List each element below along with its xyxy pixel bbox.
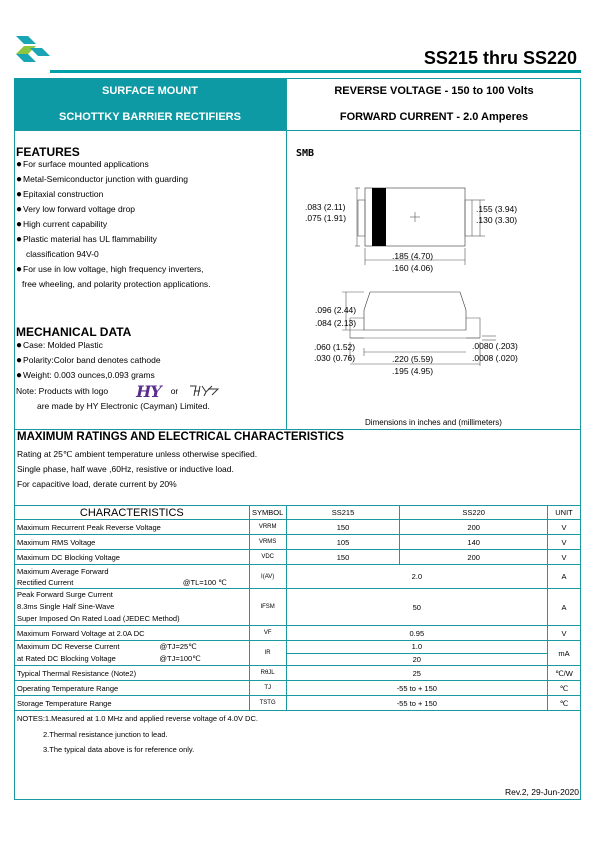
features-heading: FEATURES	[16, 145, 80, 159]
dim-length: .185 (4.70) .160 (4.06)	[392, 251, 434, 273]
dim-body-height: .096 (2.44) .084 (2.13)	[315, 305, 357, 328]
dim-lead-length: .060 (1.52) .030 (0.76)	[314, 342, 356, 363]
ratings-summary-banner	[286, 78, 581, 130]
col-ss220: SS220	[400, 506, 548, 520]
table-row: Operating Temperature Range TJ -55 to + 150 ℃	[15, 681, 581, 696]
table-row: Storage Temperature Range TSTG -55 to + 150 ℃	[15, 696, 581, 711]
table-row: Maximum DC Reverse Current @TJ=25℃ at Rated DC Blocking Voltage @TJ=100℃ IR 1.0 mA	[15, 641, 581, 654]
dim-height: .083 (2.11) .075 (1.91)	[305, 202, 347, 223]
table-header-row	[15, 506, 581, 520]
feature-item: ●Very low forward voltage drop	[16, 204, 136, 215]
package-name: SMB	[296, 148, 315, 159]
company-logo-icon	[14, 34, 50, 70]
mech-case: ●Case: Molded Plastic	[16, 340, 103, 351]
note-2: 2.Thermal resistance junction to lead.	[43, 730, 168, 739]
mech-weight: ●Weight: 0.003 ounces,0.093 grams	[16, 370, 155, 381]
table-row: Typical Thermal Resistance (Note2) RθJL 25 ℃/W	[15, 666, 581, 681]
dim-lead-thickness: .0080 (.203) .0008 (.020)	[472, 341, 518, 363]
table-row: Maximum RMS Voltage VRMS 105 140 V	[15, 535, 581, 550]
ratings-condition-3: For capacitive load, derate current by 20%	[17, 479, 177, 489]
banner-line-2: SCHOTTKY BARRIER RECTIFIERS	[59, 111, 241, 123]
table-row: Maximum DC Blocking Voltage VDC 150 200 V	[15, 550, 581, 565]
hy-logo-icon: HY	[136, 381, 161, 401]
table-row: Maximum Average Forward Rectified Current @TL=100 ℃ I(AV) 2.0 A	[15, 565, 581, 589]
cathode-band	[372, 188, 386, 246]
features-list	[16, 157, 211, 292]
title-rule	[50, 70, 581, 73]
note-3: 3.The typical data above is for reference only.	[43, 745, 195, 754]
characteristics-table	[14, 505, 581, 711]
part-title: SS215 thru SS220	[423, 48, 577, 68]
product-type-banner	[14, 78, 286, 130]
divider	[14, 429, 581, 430]
feature-item: ●For use in low voltage, high frequency inverters,	[16, 264, 204, 275]
dim-width: .155 (3.94) .130 (3.30)	[476, 204, 518, 225]
ratings-condition-1: Rating at 25℃ ambient temperature unless otherwise specified.	[17, 449, 258, 459]
reverse-voltage-summary: REVERSE VOLTAGE - 150 to 100 Volts	[334, 85, 534, 97]
mechanical-heading: MECHANICAL DATA	[16, 325, 132, 339]
mechanical-list	[16, 338, 220, 414]
feature-item: ●Plastic material has UL flammability	[16, 234, 157, 245]
ratings-condition-2: Single phase, half wave ,60Hz, resistive or inductive load.	[17, 464, 234, 474]
feature-item: classification 94V-0	[26, 249, 99, 259]
table-row: Maximum Recurrent Peak Reverse Voltage VRRM 150 200 V	[15, 520, 581, 535]
mech-note-suffix: are made by HY Electronic (Cayman) Limited.	[37, 401, 210, 411]
mech-polarity: ●Polarity:Color band denotes cathode	[16, 355, 161, 366]
table-row: Peak Forward Surge Current 8.3ms Single Half Sine-Wave Super Imposed On Rated Load (JEDEC Method) IFSM 50 A	[15, 589, 581, 626]
mech-note: Note: Products with logo HY or	[16, 383, 220, 399]
feature-item: ●Metal-Semiconductor junction with guarding	[16, 174, 188, 185]
table-row: Maximum Forward Voltage at 2.0A DC VF 0.95 V	[15, 626, 581, 641]
feature-item: ●Epitaxial construction	[16, 189, 104, 200]
divider	[286, 130, 287, 429]
banner-line-1: SURFACE MOUNT	[102, 85, 198, 97]
col-ss215: SS215	[286, 506, 400, 520]
dimensions-note: Dimensions in inches and (millimeters)	[365, 418, 502, 427]
feature-item: free wheeling, and polarity protection applications.	[22, 279, 211, 289]
hy-outline-logo-icon	[188, 383, 220, 399]
col-unit: UNIT	[548, 506, 581, 520]
feature-item: ●For surface mounted applications	[16, 159, 149, 170]
note-1: NOTES:1.Measured at 1.0 MHz and applied reverse voltage of 4.0V DC.	[17, 714, 258, 723]
divider	[14, 130, 581, 131]
col-characteristics: CHARACTERISTICS	[15, 506, 250, 520]
forward-current-summary: FORWARD CURRENT - 2.0 Amperes	[339, 111, 529, 123]
col-symbol: SYMBOL	[249, 506, 286, 520]
feature-item: ●High current capability	[16, 219, 108, 230]
max-ratings-heading: MAXIMUM RATINGS AND ELECTRICAL CHARACTERISTICS	[17, 431, 344, 443]
table-row: 20	[15, 653, 581, 666]
revision-date: Rev.2, 29-Jun-2020	[504, 787, 579, 797]
dim-overall: .220 (5.59) .195 (4.95)	[392, 354, 434, 376]
